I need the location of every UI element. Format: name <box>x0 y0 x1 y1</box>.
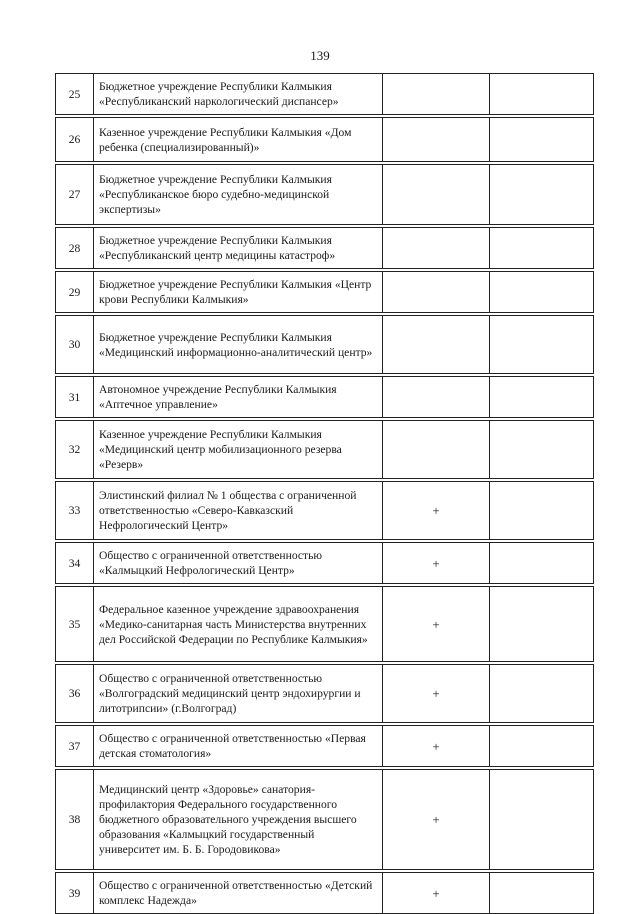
mark-cell: + <box>383 770 490 870</box>
organization-name: Бюджетное учреждение Республики Калмыкия «Республиканский наркологический диспансер» <box>94 74 383 115</box>
empty-cell <box>490 873 594 914</box>
mark-cell: + <box>383 726 490 767</box>
row-number: 34 <box>56 543 94 584</box>
organization-name: Общество с ограниченной ответственностью «Калмыцкий Нефрологический Центр» <box>94 543 383 584</box>
table-row <box>56 421 594 479</box>
table-row <box>56 316 594 374</box>
table-row <box>56 228 594 269</box>
mark-cell: + <box>383 482 490 540</box>
table-row <box>56 770 594 870</box>
organization-name: Общество с ограниченной ответственностью «Первая детская стоматология» <box>94 726 383 767</box>
organization-name: Бюджетное учреждение Республики Калмыкия «Центр крови Республики Калмыкия» <box>94 272 383 313</box>
row-number: 25 <box>56 74 94 115</box>
row-number: 38 <box>56 770 94 870</box>
empty-cell <box>490 165 594 225</box>
mark-cell <box>383 74 490 115</box>
empty-cell <box>490 118 594 162</box>
mark-cell: + <box>383 665 490 723</box>
organization-name: Общество с ограниченной ответственностью «Волгоградский медицинский центр эндохирургии и литотрипсии» (г.Волгоград) <box>94 665 383 723</box>
row-number: 37 <box>56 726 94 767</box>
empty-cell <box>490 228 594 269</box>
empty-cell <box>490 587 594 662</box>
organization-name: Федеральное казенное учреждение здравоохранения «Медико-санитарная часть Министерства внутренних дел Российской Федерации по Республике Калмыкия» <box>94 587 383 662</box>
empty-cell <box>490 770 594 870</box>
organization-name: Бюджетное учреждение Республики Калмыкия «Медицинский информационно-аналитический центр» <box>94 316 383 374</box>
empty-cell <box>490 665 594 723</box>
empty-cell <box>490 543 594 584</box>
row-number: 33 <box>56 482 94 540</box>
table-row <box>56 726 594 767</box>
organization-name: Бюджетное учреждение Республики Калмыкия «Республиканское бюро судебно-медицинской экспертизы» <box>94 165 383 225</box>
mark-cell <box>383 272 490 313</box>
table-row <box>56 74 594 115</box>
organization-name: Автономное учреждение Республики Калмыкия «Аптечное управление» <box>94 377 383 418</box>
mark-cell <box>383 421 490 479</box>
mark-cell: + <box>383 587 490 662</box>
mark-cell: + <box>383 543 490 584</box>
mark-cell: + <box>383 873 490 914</box>
row-number: 32 <box>56 421 94 479</box>
mark-cell <box>383 316 490 374</box>
table-row <box>56 873 594 914</box>
empty-cell <box>490 482 594 540</box>
table-row <box>56 165 594 225</box>
empty-cell <box>490 74 594 115</box>
organization-name: Элистинский филиал № 1 общества с ограниченной ответственностью «Северо-Кавказский Нефрологический Центр» <box>94 482 383 540</box>
organization-name: Общество с ограниченной ответственностью «Детский комплекс Надежда» <box>94 873 383 914</box>
organization-name: Казенное учреждение Республики Калмыкия «Дом ребенка (специализированный)» <box>94 118 383 162</box>
mark-cell <box>383 377 490 418</box>
row-number: 27 <box>56 165 94 225</box>
page-number: 139 <box>310 48 330 63</box>
organization-name: Бюджетное учреждение Республики Калмыкия «Республиканский центр медицины катастроф» <box>94 228 383 269</box>
organizations-table <box>55 73 594 914</box>
table-row <box>56 665 594 723</box>
empty-cell <box>490 377 594 418</box>
mark-cell <box>383 118 490 162</box>
mark-cell <box>383 228 490 269</box>
table-row <box>56 587 594 662</box>
table-row <box>56 377 594 418</box>
table-row <box>56 272 594 313</box>
table-row <box>56 543 594 584</box>
row-number: 36 <box>56 665 94 723</box>
row-number: 28 <box>56 228 94 269</box>
organization-name: Медицинский центр «Здоровье» санатория-профилактория Федерального государственного бюджетного образовательного учреждения высшего образования «Калмыцкий государственный университет им. Б. Б. Городовикова» <box>94 770 383 870</box>
row-number: 31 <box>56 377 94 418</box>
row-number: 29 <box>56 272 94 313</box>
mark-cell <box>383 165 490 225</box>
empty-cell <box>490 272 594 313</box>
row-number: 35 <box>56 587 94 662</box>
row-number: 39 <box>56 873 94 914</box>
table-row <box>56 482 594 540</box>
table-row <box>56 118 594 162</box>
organization-name: Казенное учреждение Республики Калмыкия «Медицинский центр мобилизационного резерва «Резерв» <box>94 421 383 479</box>
empty-cell <box>490 726 594 767</box>
empty-cell <box>490 316 594 374</box>
empty-cell <box>490 421 594 479</box>
row-number: 30 <box>56 316 94 374</box>
row-number: 26 <box>56 118 94 162</box>
